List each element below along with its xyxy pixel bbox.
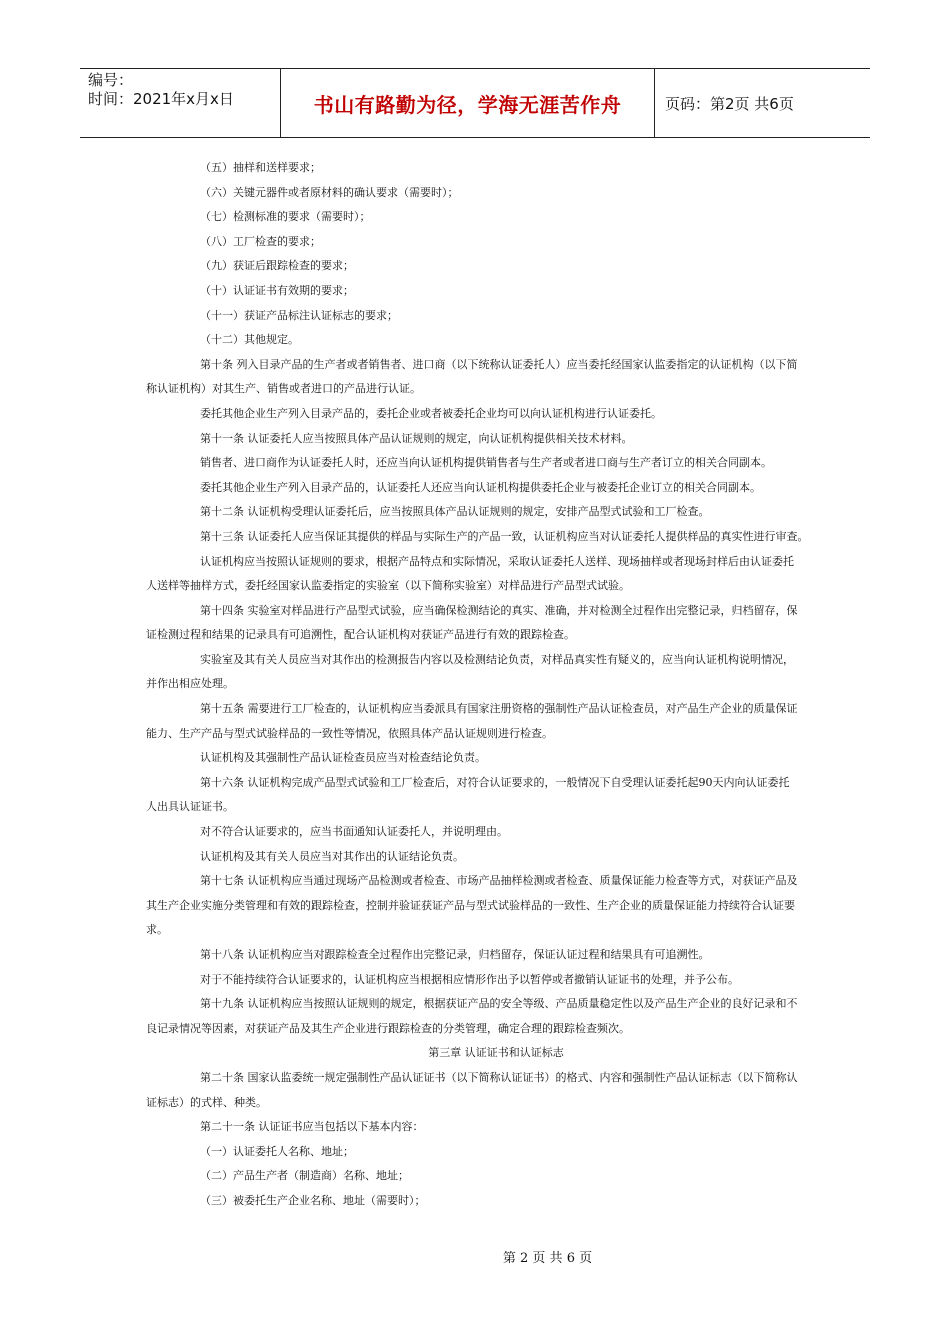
text-line: 认证机构及其强制性产品认证检查员应当对检查结论负责。: [200, 751, 486, 765]
chapter-heading: 第三章 认证证书和认证标志: [428, 1046, 564, 1060]
text-line: 第十三条 认证委托人应当保证其提供的样品与实际生产的产品一致，认证机构应当对认证委托人提供样品的真实性进行审查。: [200, 529, 809, 543]
text-line: （二）产品生产者（制造商）名称、地址；: [200, 1169, 409, 1183]
page-footer: 第 2 页 共 6 页: [502, 1251, 593, 1266]
document-time-label: 时间：2021年x月x日: [88, 90, 234, 108]
text-line: 认证机构及其有关人员应当对其作出的认证结论负责。: [200, 849, 464, 863]
header-meta: [80, 69, 281, 137]
text-line: 委托其他企业生产列入目录产品的，认证委托人还应当向认证机构提供委托企业与被委托企业订立的相关合同副本。: [200, 480, 761, 494]
text-line: （七）检测标准的要求（需要时）；: [200, 210, 371, 224]
text-line: 其生产企业实施分类管理和有效的跟踪检查，控制并验证获证产品与型式试验样品的一致性、生产企业的质量保证能力持续符合认证要: [146, 898, 795, 912]
text-line: 第十九条 认证机构应当按照认证规则的规定，根据获证产品的安全等级、产品质量稳定性以及产品生产企业的良好记录和不: [200, 997, 798, 1011]
text-line: 对不符合认证要求的，应当书面通知认证委托人，并说明理由。: [200, 825, 508, 839]
text-line: 证标志）的式样、种类。: [146, 1095, 267, 1109]
text-line: （八）工厂检查的要求；: [200, 234, 321, 248]
text-line: 证检测过程和结果的记录具有可追溯性，配合认证机构对获证产品进行有效的跟踪检查。: [146, 628, 575, 642]
text-line: 销售者、进口商作为认证委托人时，还应当向认证机构提供销售者与生产者或者进口商与生产者订立的相关合同副本。: [200, 456, 772, 470]
text-line: 求。: [146, 923, 168, 937]
text-line: 人送样等抽样方式，委托经国家认监委指定的实验室（以下简称实验室）对样品进行产品型式试验。: [146, 579, 630, 593]
text-line: 认证机构应当按照认证规则的要求，根据产品特点和实际情况，采取认证委托人送样、现场抽样或者现场封样后由认证委托: [200, 554, 794, 568]
header-page-number: 页码：第2页 共6页: [665, 94, 794, 113]
text-line: （九）获证后跟踪检查的要求；: [200, 259, 354, 273]
text-line: （五）抽样和送样要求；: [200, 161, 321, 174]
text-line: 第十二条 认证机构受理认证委托后，应当按照具体产品认证规则的规定，安排产品型式试验和工厂检查。: [200, 505, 710, 519]
text-line: （一）认证委托人名称、地址；: [200, 1144, 354, 1158]
text-line: 第十一条 认证委托人应当按照具体产品认证规则的规定，向认证机构提供相关技术材料。: [200, 431, 633, 445]
text-line: 第十五条 需要进行工厂检查的，认证机构应当委派具有国家注册资格的强制性产品认证检查员，对产品生产企业的质量保证: [200, 702, 798, 716]
text-line: 第十四条 实验室对样品进行产品型式试验，应当确保检测结论的真实、准确，并对检测全过程作出完整记录，归档留存，保: [200, 603, 798, 617]
text-line: （六）关键元器件或者原材料的确认要求（需要时）；: [200, 185, 459, 199]
text-line: 人出具认证证书。: [146, 800, 234, 814]
text-line: （十二）其他规定。: [200, 333, 299, 347]
page-header: [80, 68, 870, 138]
text-line: 实验室及其有关人员应当对其作出的检测报告内容以及检测结论负责，对样品真实性有疑义的，应当向认证机构说明情况，: [200, 652, 794, 666]
text-line: （十）认证证书有效期的要求；: [200, 283, 354, 297]
text-line: 良记录情况等因素，对获证产品及其生产企业进行跟踪检查的分类管理，确定合理的跟踪检查频次。: [146, 1021, 630, 1035]
text-line: （三）被委托生产企业名称、地址（需要时）；: [200, 1193, 426, 1207]
text-line: 第十七条 认证机构应当通过现场产品检测或者检查、市场产品抽样检测或者检查、质量保证能力检查等方式，对获证产品及: [200, 874, 798, 888]
text-line: 对于不能持续符合认证要求的，认证机构应当根据相应情形作出予以暂停或者撤销认证证书的处理，并予公布。: [200, 972, 739, 986]
document-body: [146, 156, 809, 1214]
text-line: 第十八条 认证机构应当对跟踪检查全过程作出完整记录，归档留存，保证认证过程和结果具有可追溯性。: [200, 948, 710, 961]
text-line: 委托其他企业生产列入目录产品的，委托企业或者被委托企业均可以向认证机构进行认证委托。: [200, 406, 662, 420]
document-number-label: 编号：: [88, 71, 134, 89]
text-line: 能力、生产产品与型式试验样品的一致性等情况，依照具体产品认证规则进行检查。: [146, 726, 553, 740]
text-line: 第二十条 国家认监委统一规定强制性产品认证证书（以下简称认证证书）的格式、内容和强制性产品认证标志（以下简称认: [200, 1070, 798, 1084]
text-line: （十一）获证产品标注认证标志的要求；: [200, 308, 398, 322]
text-line: 并作出相应处理。: [146, 677, 234, 691]
text-line: 第十六条 认证机构完成产品型式试验和工厂检查后，对符合认证要求的，一般情况下自受理认证委托起90天内向认证委托: [200, 775, 790, 789]
header-motto: 书山有路勤为径，学海无涯苦作舟: [281, 69, 655, 137]
text-line: 第十条 列入目录产品的生产者或者销售者、进口商（以下统称认证委托人）应当委托经国家认监委指定的认证机构（以下简: [200, 357, 798, 371]
text-line: 称认证机构）对其生产、销售或者进口的产品进行认证。: [146, 382, 421, 396]
text-line: 第二十一条 认证证书应当包括以下基本内容：: [200, 1120, 424, 1134]
